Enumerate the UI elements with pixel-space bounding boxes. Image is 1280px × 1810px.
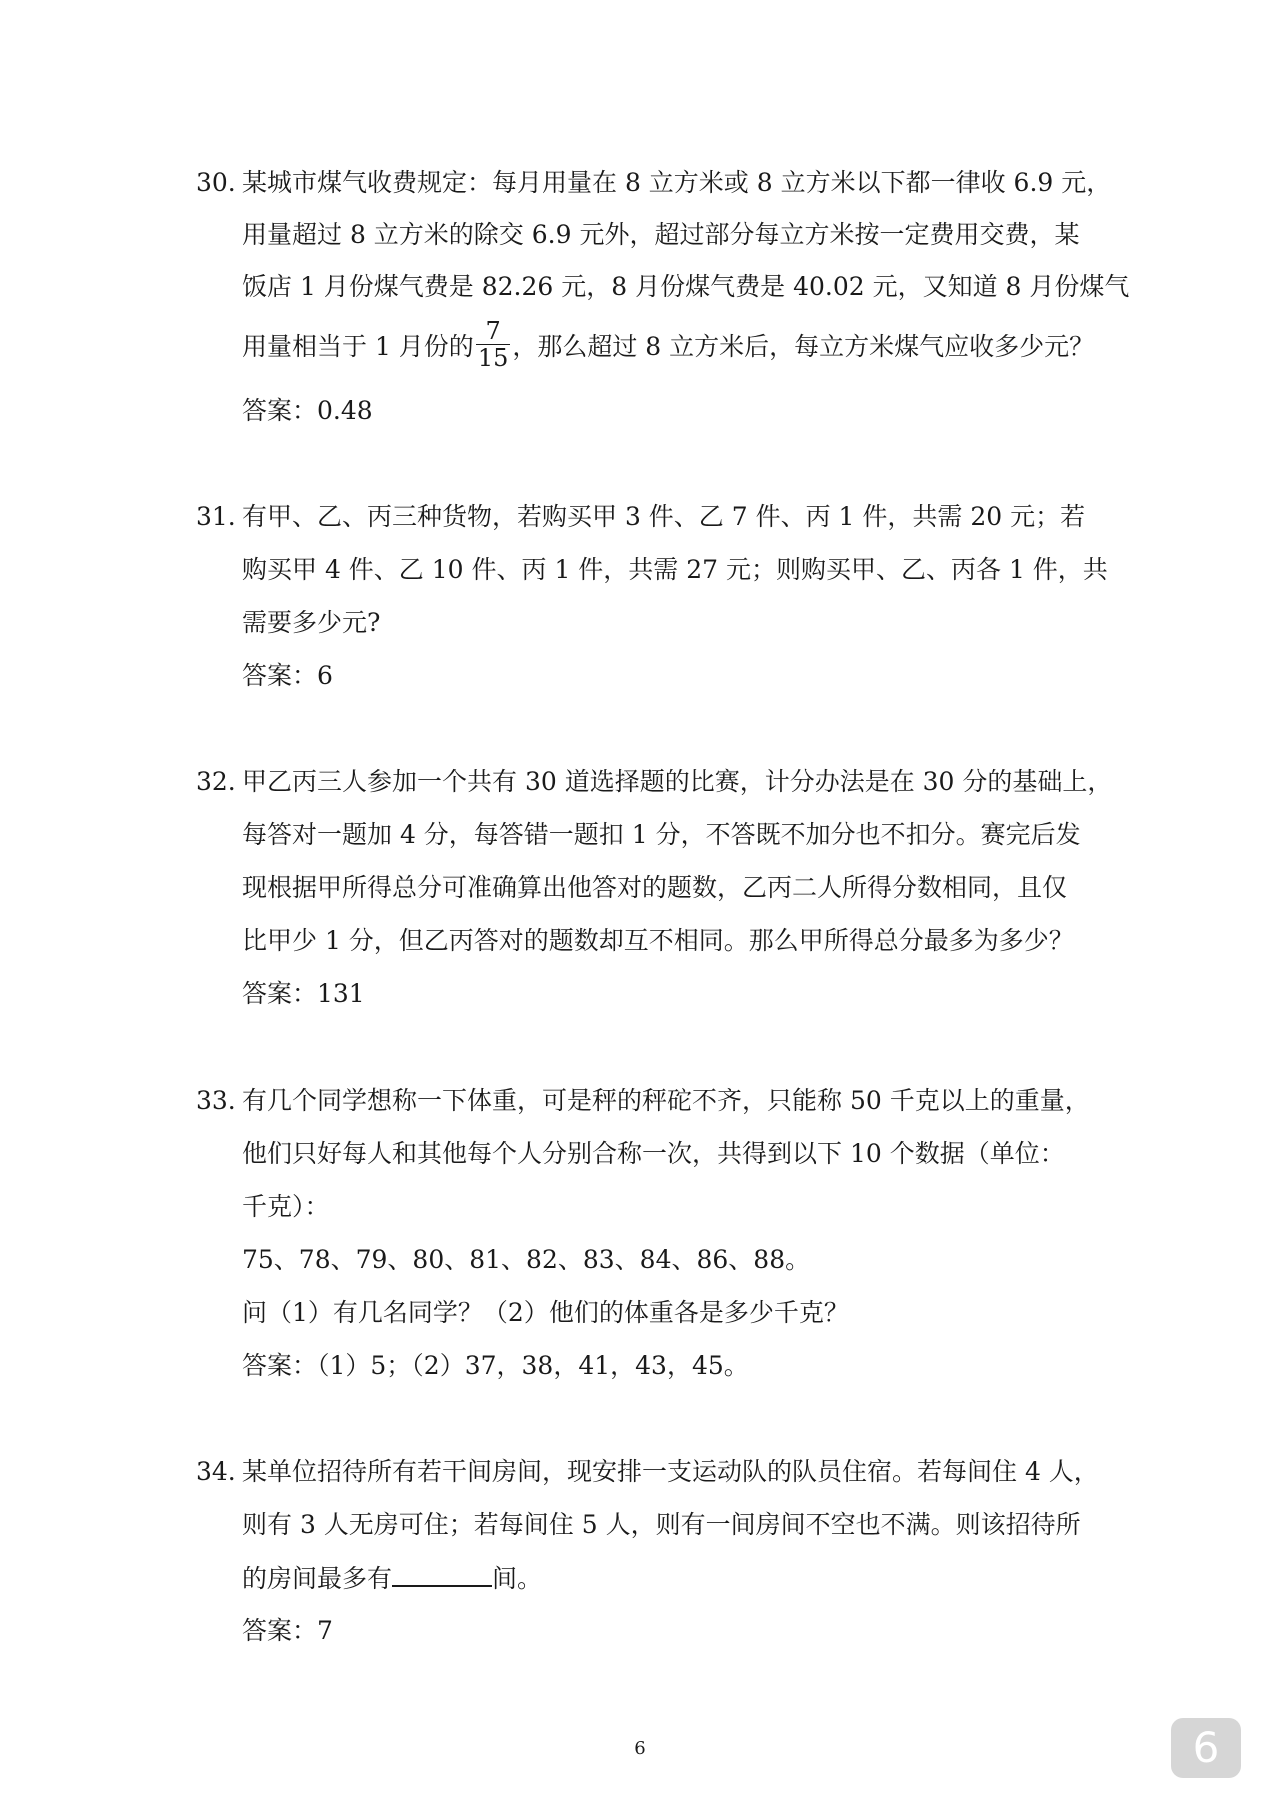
question-text-line: 某城市煤气收费规定：每月用量在 8 立方米或 8 立方米以下都一律收 6.9 元， [242, 168, 1112, 197]
question-text-line: 千克）： [242, 1192, 330, 1221]
answer: 答案：6 [242, 661, 333, 690]
fraction-line-after: ，那么超过 8 立方米后，每立方米煤气应收多少元？ [512, 332, 1095, 361]
question-text-line: 有甲、乙、丙三种货物，若购买甲 3 件、乙 7 件、丙 1 件，共需 20 元；若 [242, 502, 1086, 531]
question-number: 34. [196, 1457, 236, 1486]
question-number: 30. [196, 168, 236, 197]
fraction [476, 318, 511, 371]
answer: 答案：0.48 [242, 396, 373, 425]
question-text-line: 饭店 1 月份煤气费是 82.26 元，8 月份煤气费是 40.02 元，又知道 8 月份煤气 [242, 272, 1130, 301]
question-text-line: 有几个同学想称一下体重，可是秤的秤砣不齐，只能称 50 千克以上的重量， [242, 1086, 1090, 1115]
fraction-numerator: 7 [476, 318, 511, 345]
blank-line-before: 的房间最多有 [242, 1564, 393, 1593]
question-text-line: 问（1）有几名同学？（2）他们的体重各是多少千克？ [242, 1298, 849, 1327]
question-text-line: 比甲少 1 分，但乙丙答对的题数却互不相同。那么甲所得总分最多为多少？ [242, 926, 1074, 955]
question-text-line: 现根据甲所得总分可准确算出他答对的题数，乙丙二人所得分数相同，且仅 [242, 873, 1068, 902]
question-text-line: 某单位招待所有若干间房间，现安排一支运动队的队员住宿。若每间住 4 人， [242, 1457, 1099, 1486]
fraction-denominator: 15 [477, 344, 509, 372]
question-text-line: 则有 3 人无房可住；若每间住 5 人，则有一间房间不空也不满。则该招待所 [242, 1510, 1081, 1539]
question-text-line: 需要多少元? [242, 608, 381, 637]
question-text-line: 每答对一题加 4 分，每答错一题扣 1 分，不答既不加分也不扣分。赛完后发 [242, 820, 1081, 849]
question-number: 33. [196, 1086, 236, 1115]
fill-in-blank [392, 1561, 492, 1587]
answer: 答案：（1）5；（2）37，38，41，43，45。 [242, 1351, 749, 1380]
question-text-line: 购买甲 4 件、乙 10 件、丙 1 件，共需 27 元；则购买甲、乙、丙各 1 件，共 [242, 555, 1108, 584]
page-number: 6 [634, 1738, 646, 1759]
question-text-line: 甲乙丙三人参加一个共有 30 道选择题的比赛，计分办法是在 30 分的基础上， [242, 767, 1113, 796]
question-text-line: 用量超过 8 立方米的除交 6.9 元外，超过部分每立方米按一定费用交费，某 [242, 220, 1080, 249]
question-text-line: 他们只好每人和其他每个人分别合称一次，共得到以下 10 个数据（单位： [242, 1139, 1065, 1168]
blank-line-after: 间。 [492, 1564, 543, 1593]
question-number: 31. [196, 502, 236, 531]
answer: 答案：7 [242, 1616, 333, 1645]
question-text-line: 75、78、79、80、81、82、83、84、86、88。 [242, 1245, 811, 1274]
question-text-line-blank [242, 1561, 542, 1596]
page-badge: 6 [1171, 1718, 1241, 1778]
question-text-line-fraction [242, 317, 1095, 375]
fraction-line-before: 用量相当于 1 月份的 [242, 332, 474, 361]
answer: 答案：131 [242, 979, 365, 1008]
question-number: 32. [196, 767, 236, 796]
